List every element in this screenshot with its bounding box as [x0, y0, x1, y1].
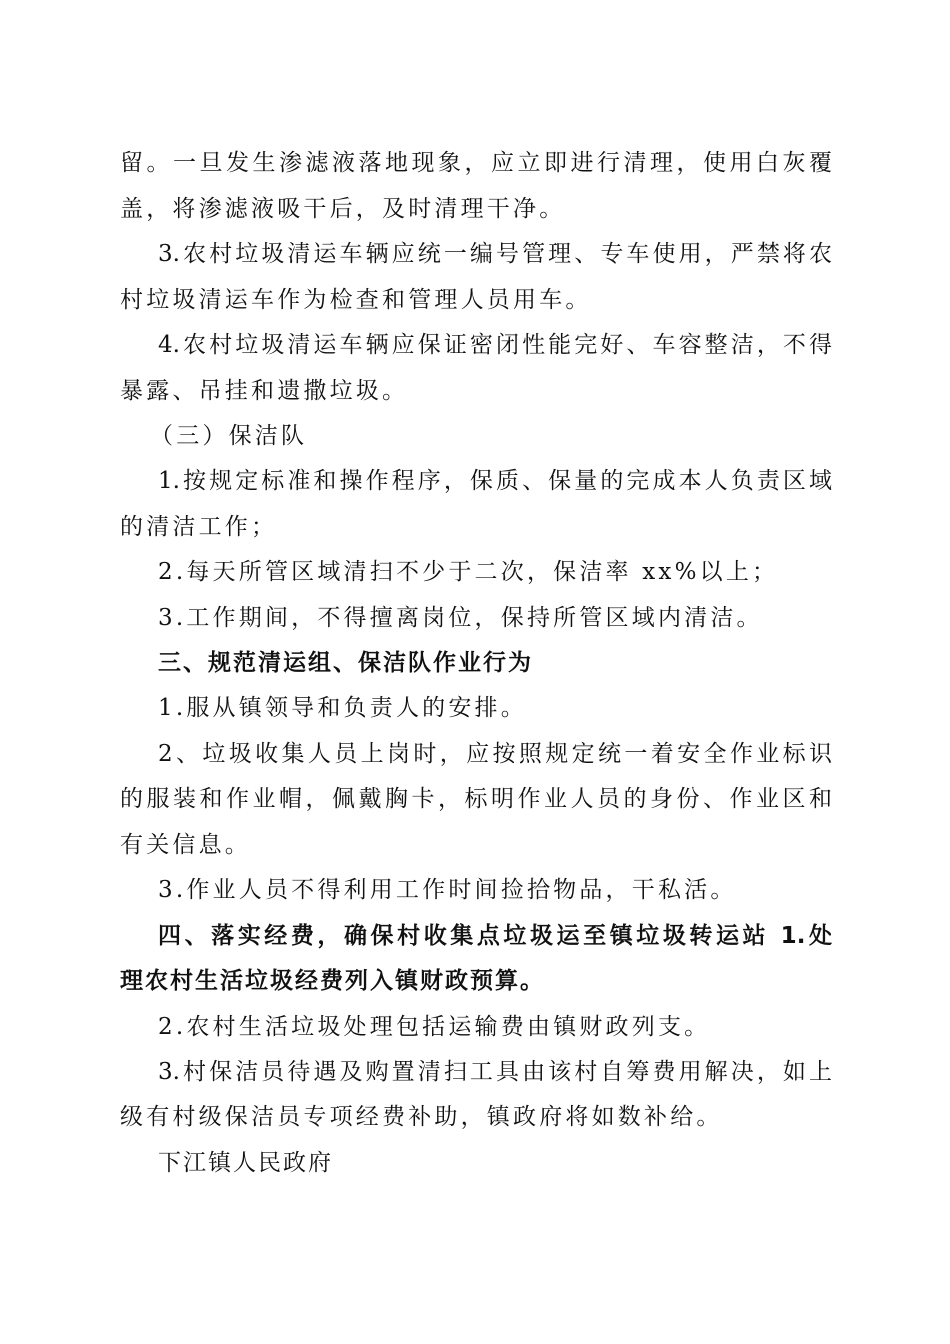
- section-heading: 四、落实经费，确保村收集点垃圾运至镇垃圾转运站 1.处: [158, 923, 832, 949]
- paragraph-line: 盖，将渗滤液吸干后，及时清理干净。: [120, 196, 566, 222]
- paragraph-line: 留。一旦发生渗滤液落地现象，应立即进行清理，使用白灰覆: [120, 150, 832, 176]
- paragraph-line: 暴露、吊挂和遗撒垃圾。: [120, 378, 409, 404]
- list-item: 1.按规定标准和操作程序，保质、保量的完成本人负责区域: [158, 468, 832, 494]
- section-heading-continued: 理农村生活垃圾经费列入镇财政预算。: [120, 968, 545, 994]
- list-item: 3.工作期间，不得擅离岗位，保持所管区域内清洁。: [158, 605, 763, 631]
- list-item: 3.作业人员不得利用工作时间捡拾物品，干私活。: [158, 877, 737, 903]
- list-item: 1.服从镇领导和负责人的安排。: [158, 695, 527, 721]
- paragraph-line: 的服装和作业帽，佩戴胸卡，标明作业人员的身份、作业区和: [120, 786, 832, 812]
- section-heading: 三、规范清运组、保洁队作业行为: [158, 650, 533, 676]
- subsection-heading: （三）保洁队: [150, 423, 308, 449]
- list-item: 4.农村垃圾清运车辆应保证密闭性能完好、车容整洁，不得: [158, 332, 832, 358]
- list-item: 2.农村生活垃圾处理包括运输费由镇财政列支。: [158, 1014, 711, 1040]
- list-item: 3.村保洁员待遇及购置清扫工具由该村自筹费用解决，如上: [158, 1059, 832, 1085]
- paragraph-line: 的清洁工作；: [120, 514, 278, 540]
- paragraph-line: 有关信息。: [120, 832, 251, 858]
- signature-line: 下江镇人民政府: [158, 1150, 333, 1176]
- paragraph-line: 级有村级保洁员专项经费补助，镇政府将如数补给。: [120, 1104, 723, 1130]
- list-item: 2、垃圾收集人员上岗时，应按照规定统一着安全作业标识: [158, 741, 832, 767]
- list-item: 3.农村垃圾清运车辆应统一编号管理、专车使用，严禁将农: [158, 241, 832, 267]
- paragraph-line: 村垃圾清运车作为检查和管理人员用车。: [120, 287, 592, 313]
- list-item: 2.每天所管区域清扫不少于二次，保洁率 xx%以上；: [158, 559, 779, 585]
